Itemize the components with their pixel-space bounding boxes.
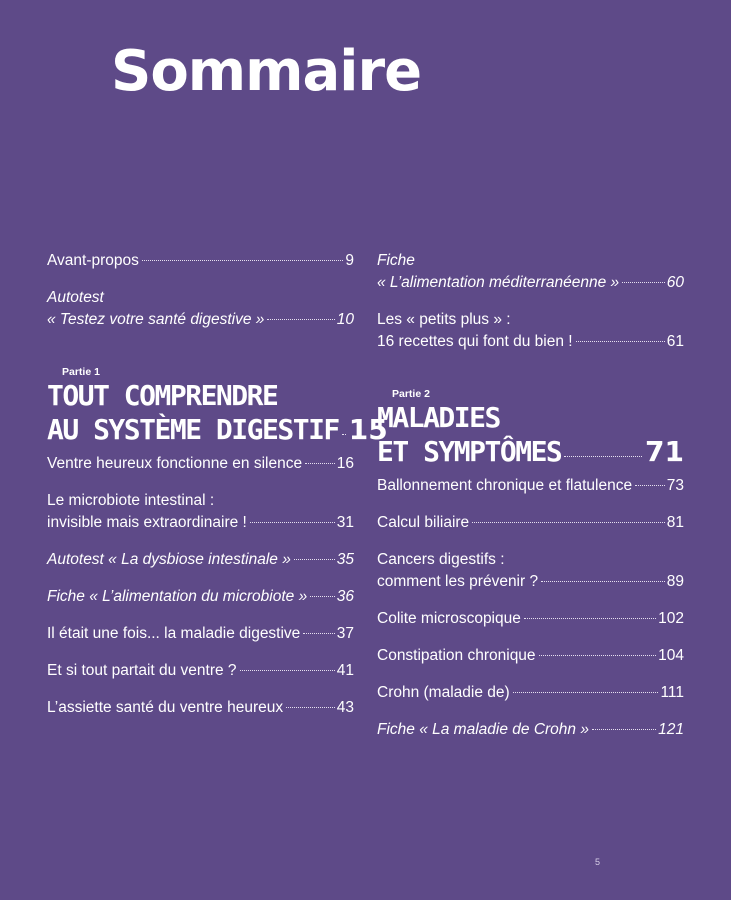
- partie-page-number: 71: [645, 435, 684, 468]
- toc-entry-line: [47, 586, 354, 608]
- toc-entry-text: comment les prévenir ?: [377, 573, 539, 590]
- toc-entry[interactable]: [47, 453, 354, 475]
- toc-entry[interactable]: [377, 608, 684, 630]
- toc-page-number: 10: [336, 311, 354, 328]
- toc-entry-text: Le microbiote intestinal :: [47, 492, 215, 509]
- page-title: Sommaire: [111, 39, 422, 104]
- partie-label: Partie 2: [392, 388, 430, 400]
- dot-leader: [267, 319, 334, 320]
- toc-entry-text: Autotest « La dysbiose intestinale »: [47, 551, 291, 568]
- toc-page-number: 16: [336, 455, 354, 472]
- partie-title-text: ET SYMPTÔMES: [377, 435, 562, 468]
- toc-entry-line: [47, 250, 354, 272]
- toc-entry-text: Ballonnement chronique et flatulence: [377, 477, 633, 494]
- toc-entry-line: [47, 660, 354, 682]
- toc-entry-line: [377, 475, 684, 497]
- toc-entry-text: invisible mais extraordinaire !: [47, 514, 247, 531]
- toc-entries-left: [47, 453, 354, 719]
- partie-title-line2: [47, 413, 388, 447]
- toc-page-number: 60: [666, 274, 684, 291]
- toc-entry-text: Avant-propos: [47, 252, 139, 269]
- toc-entry-text: 16 recettes qui font du bien !: [377, 333, 573, 350]
- partie-2: [377, 387, 684, 469]
- page-number: 5: [595, 857, 601, 867]
- partie-title-text: AU SYSTÈME DIGESTIF: [47, 413, 339, 446]
- toc-entry-line: [377, 682, 684, 704]
- toc-entry-text: Fiche « L’alimentation du microbiote »: [47, 588, 308, 605]
- dot-leader: [472, 522, 665, 523]
- dot-leader: [564, 456, 642, 457]
- toc-page-number: 35: [336, 551, 354, 568]
- toc-entry-text: Ventre heureux fonctionne en silence: [47, 455, 303, 472]
- toc-entry-text: Fiche « La maladie de Crohn »: [377, 721, 589, 738]
- toc-entry-line: [377, 331, 684, 353]
- dot-leader: [576, 341, 665, 342]
- toc-entry-text: Autotest: [47, 289, 104, 306]
- toc-column-left: [47, 250, 388, 734]
- toc-page-number: 36: [336, 588, 354, 605]
- toc-entry[interactable]: [377, 719, 684, 741]
- toc-entry[interactable]: [377, 475, 684, 497]
- toc-entry-text: « L’alimentation méditerranéenne »: [377, 274, 620, 291]
- toc-page-number: 102: [658, 610, 684, 627]
- toc-entry[interactable]: [377, 549, 684, 593]
- toc-entry-line: [47, 697, 354, 719]
- toc-entry[interactable]: [377, 682, 684, 704]
- toc-intro-left: [47, 250, 354, 331]
- partie-1: [47, 365, 388, 447]
- toc-page-number: 104: [658, 647, 684, 664]
- dot-leader: [142, 260, 343, 261]
- toc-entry-line: [47, 453, 354, 475]
- toc-entry-text: L’assiette santé du ventre heureux: [47, 699, 284, 716]
- partie-title-line1: TOUT COMPRENDRE: [47, 379, 278, 412]
- dot-leader: [622, 282, 665, 283]
- toc-entry-line: [47, 623, 354, 645]
- toc-page-number: 61: [666, 333, 684, 350]
- toc-entry-line: [377, 719, 684, 741]
- toc-entry[interactable]: [47, 623, 354, 645]
- toc-entry[interactable]: [377, 309, 684, 353]
- toc-page-number: 43: [336, 699, 354, 716]
- toc-page-number: 31: [336, 514, 354, 531]
- dot-leader: [294, 559, 335, 560]
- toc-entry[interactable]: [47, 697, 354, 719]
- toc-entry-line: [377, 272, 684, 294]
- partie-title-line2: [377, 435, 684, 469]
- dot-leader: [524, 618, 656, 619]
- toc-entry[interactable]: [377, 645, 684, 667]
- toc-entry-text: Colite microscopique: [377, 610, 521, 627]
- toc-page-number: 121: [658, 721, 684, 738]
- dot-leader: [250, 522, 335, 523]
- toc-entry-line: [377, 608, 684, 630]
- toc-intro-right: [377, 250, 684, 353]
- toc-page-number: 111: [660, 684, 684, 701]
- dot-leader: [303, 633, 334, 634]
- partie-page-number: 15: [348, 413, 388, 446]
- partie-label: Partie 1: [62, 366, 100, 378]
- toc-page-number: 89: [666, 573, 684, 590]
- dot-leader: [305, 463, 335, 464]
- toc-entry-line: [47, 309, 354, 331]
- dot-leader: [513, 692, 659, 693]
- dot-leader: [240, 670, 335, 671]
- dot-leader: [310, 596, 335, 597]
- partie-title-line1: MALADIES: [377, 401, 500, 434]
- toc-entry-text: Constipation chronique: [377, 647, 536, 664]
- toc-page-number: 81: [666, 514, 684, 531]
- toc-entry-line: [377, 571, 684, 593]
- toc-entry-text: Crohn (maladie de): [377, 684, 510, 701]
- dot-leader: [539, 655, 657, 656]
- toc-entry-text: Il était une fois... la maladie digestive: [47, 625, 301, 642]
- toc-column-right: [377, 250, 684, 756]
- toc-page-number: 41: [336, 662, 354, 679]
- dot-leader: [541, 581, 665, 582]
- dot-leader: [635, 485, 665, 486]
- toc-entry[interactable]: [377, 250, 684, 294]
- toc-entry[interactable]: [47, 586, 354, 608]
- toc-entry[interactable]: [377, 512, 684, 534]
- toc-entry-line: [47, 549, 354, 571]
- toc-entry-text: Cancers digestifs :: [377, 551, 505, 568]
- toc-entry[interactable]: [47, 490, 354, 534]
- toc-entry-line: [377, 512, 684, 534]
- toc-entry-line: [377, 645, 684, 667]
- toc-entry-text: Fiche: [377, 252, 415, 269]
- toc-page-number: 73: [666, 477, 684, 494]
- toc-entry[interactable]: [47, 660, 354, 682]
- toc-entry-text: « Testez votre santé digestive »: [47, 311, 265, 328]
- toc-page-number: 9: [345, 252, 354, 269]
- dot-leader: [592, 729, 656, 730]
- dot-leader: [286, 707, 335, 708]
- toc-entries-right: [377, 475, 684, 741]
- toc-entry[interactable]: [47, 287, 354, 331]
- toc-entry[interactable]: [47, 250, 354, 272]
- toc-entry-text: Les « petits plus » :: [377, 311, 511, 328]
- toc-page-number: 37: [336, 625, 354, 642]
- toc-entry-text: Et si tout partait du ventre ?: [47, 662, 237, 679]
- dot-leader: [342, 434, 346, 435]
- toc-entry-text: Calcul biliaire: [377, 514, 470, 531]
- toc-entry[interactable]: [47, 549, 354, 571]
- toc-entry-line: [47, 512, 354, 534]
